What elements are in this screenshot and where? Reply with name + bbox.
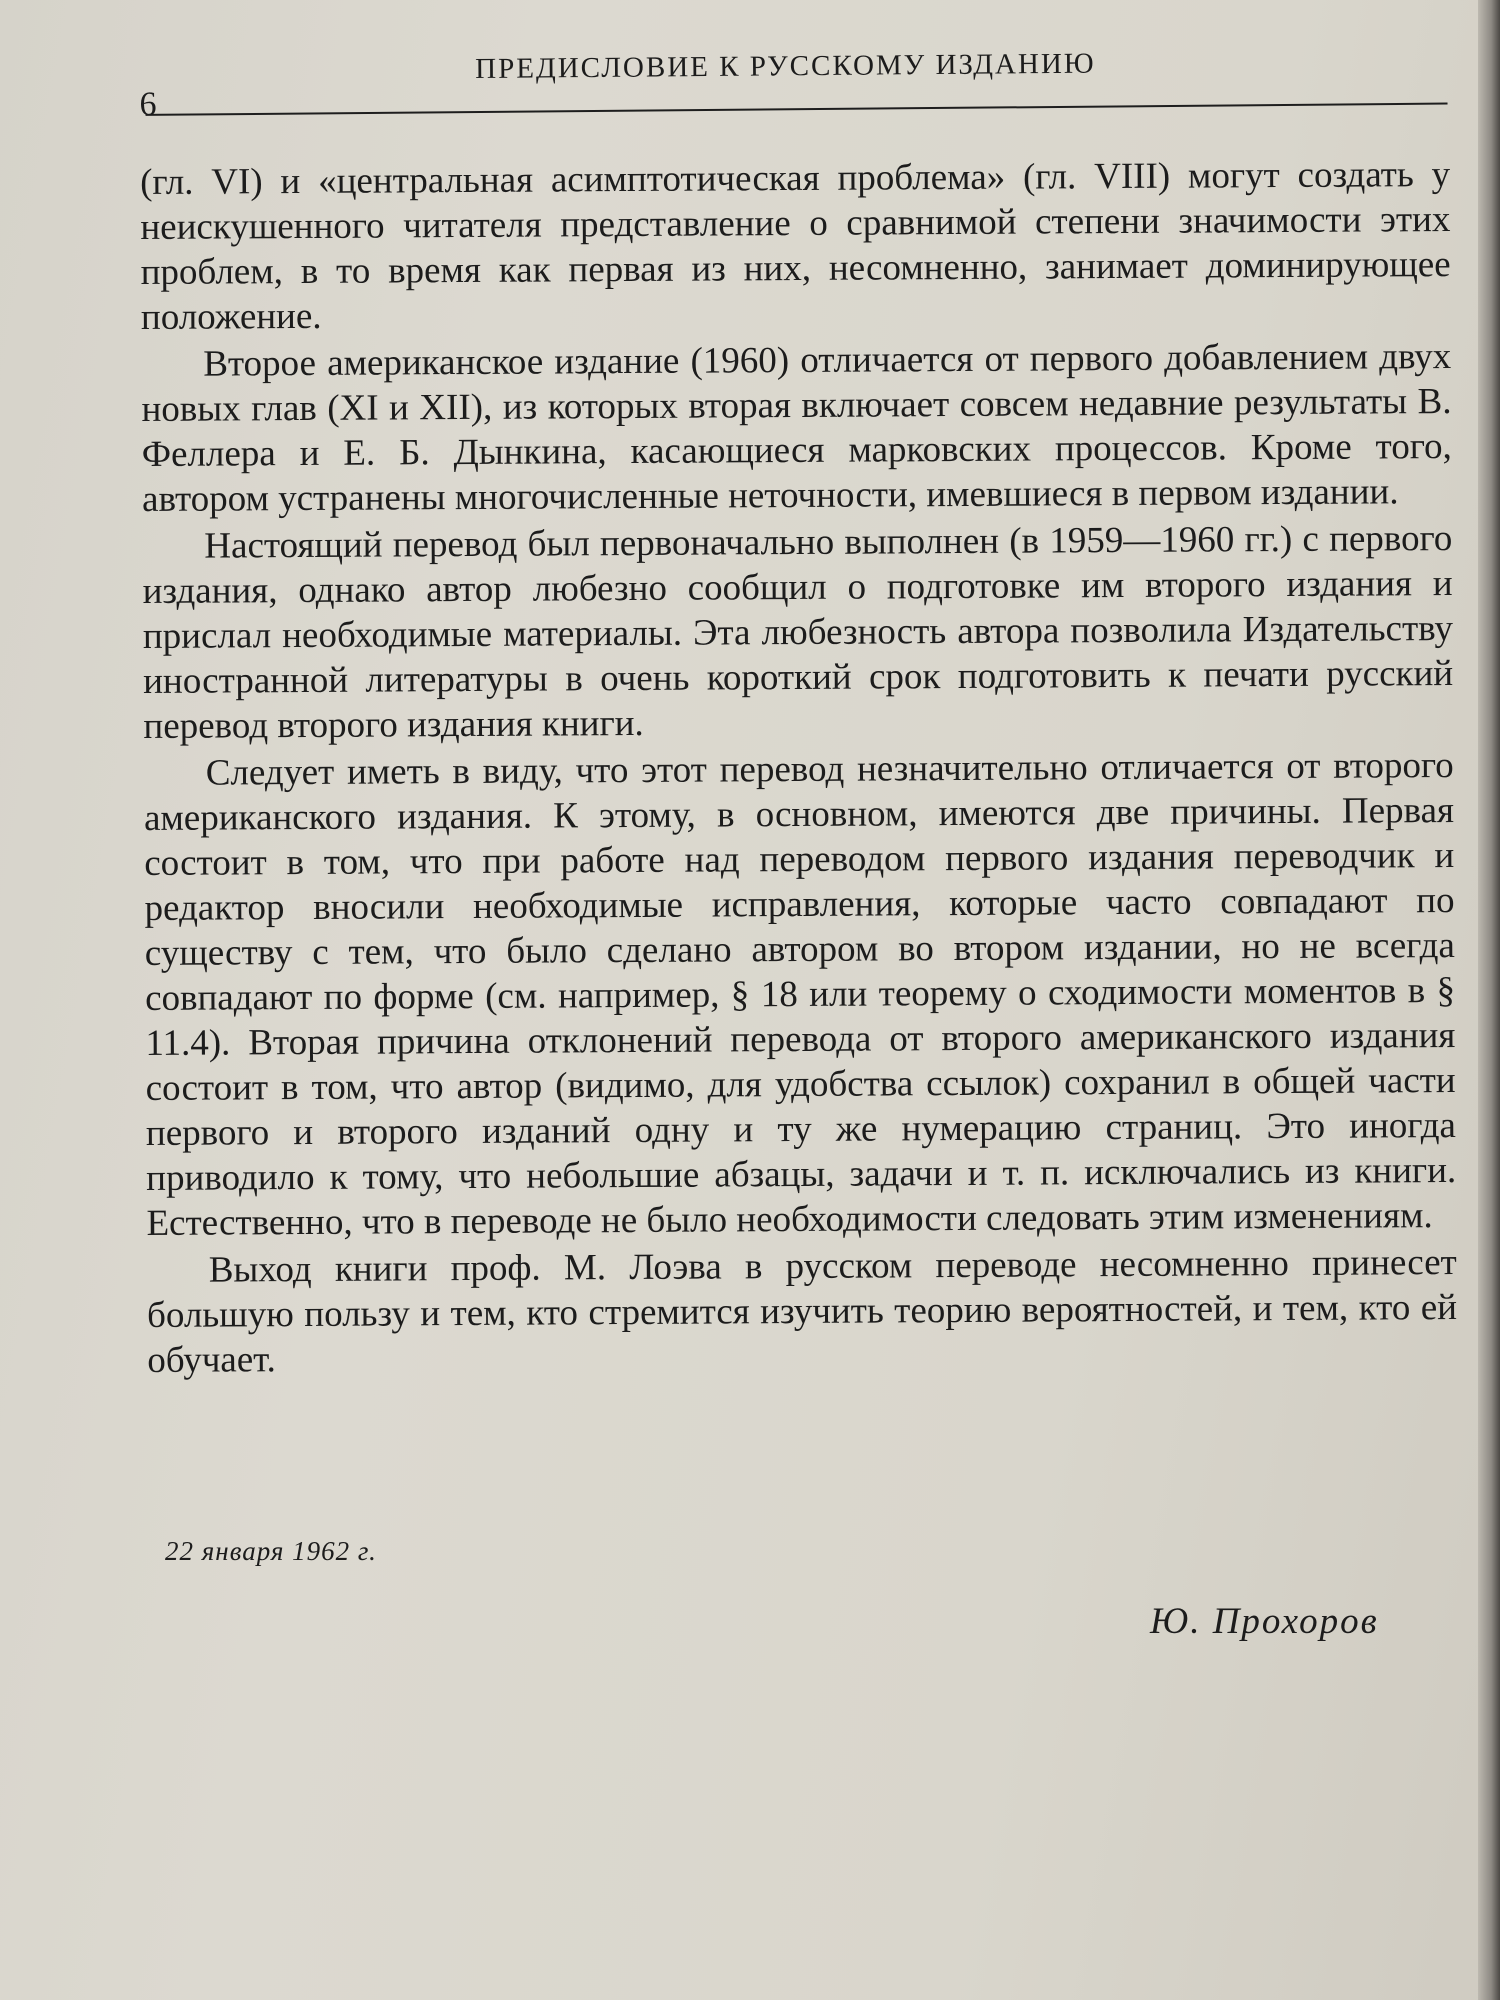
page-edge-shadow [1478,0,1500,2000]
page-number: 6 [139,85,157,123]
paragraph-5: Выход книги проф. М. Лоэва в русском переводе несомненно принесет большую пользу и тем, кто стремится изучить теорию вероятностей, и тем, кто ей обучает. [146,1241,1458,1381]
paragraph-3: Настоящий перевод был первоначально выполнен (в 1959—1960 гг.) с первого издания, однако автор любезно сообщил о подготовке им второго издания и прислал необходимые материалы. Эта любезность автора позволила Издательству иностранной литературы в очень короткий срок подготовить к печати русский перевод второго издания книги. [142,517,1454,747]
header-rule [146,103,1448,116]
date-line: 22 января 1962 г. [165,1536,377,1566]
paragraph-4: Следует иметь в виду, что этот перевод незначительно отличается от второго американского издания. К этому, в основном, имеются две причины. Первая состоит в том, что при работе над переводом первого издания переводчик и редактор вносили необходимые исправления, которые часто совпадают по существу с тем, что было сделано автором во втором издании, но не всегда совпадают по форме (см. например, § 18 или теорему о сходимости моментов в § 11.4). Вторая причина отклонений перевода от второго американского издания состоит в том, что автор (видимо, для удобства ссылок) сохранил в общей части первого и второго изданий одну и ту же нумерацию страниц. Это иногда приводило к тому, что небольшие абзацы, задачи и т. п. исключались из книги. Естественно, что в переводе не было необходимости следовать этим изменениям. [143,744,1457,1244]
body-text [140,152,1457,1385]
paragraph-1: (гл. VI) и «центральная асимптотическая проблема» (гл. VIII) могут создать у неискушенного читателя представление о сравнимой степени значимости этих проблем, в то время как первая из них, несомненно, занимает доминирующее положение. [140,153,1451,338]
running-head-title: ПРЕДИСЛОВИЕ К РУССКОМУ ИЗДАНИЮ [475,47,1096,86]
paragraph-2: Второе американское издание (1960) отличается от первого добавлением двух новых глав (XI и XII), из которых вторая включает совсем недавние результаты В. Феллера и Е. Б. Дынкина, касающиеся марковских процессов. Кроме того, автором устранены многочисленные неточности, имевшиеся в первом издании. [141,335,1452,520]
author-signature: Ю. Прохоров [1150,1601,1379,1642]
running-head [135,38,1456,123]
